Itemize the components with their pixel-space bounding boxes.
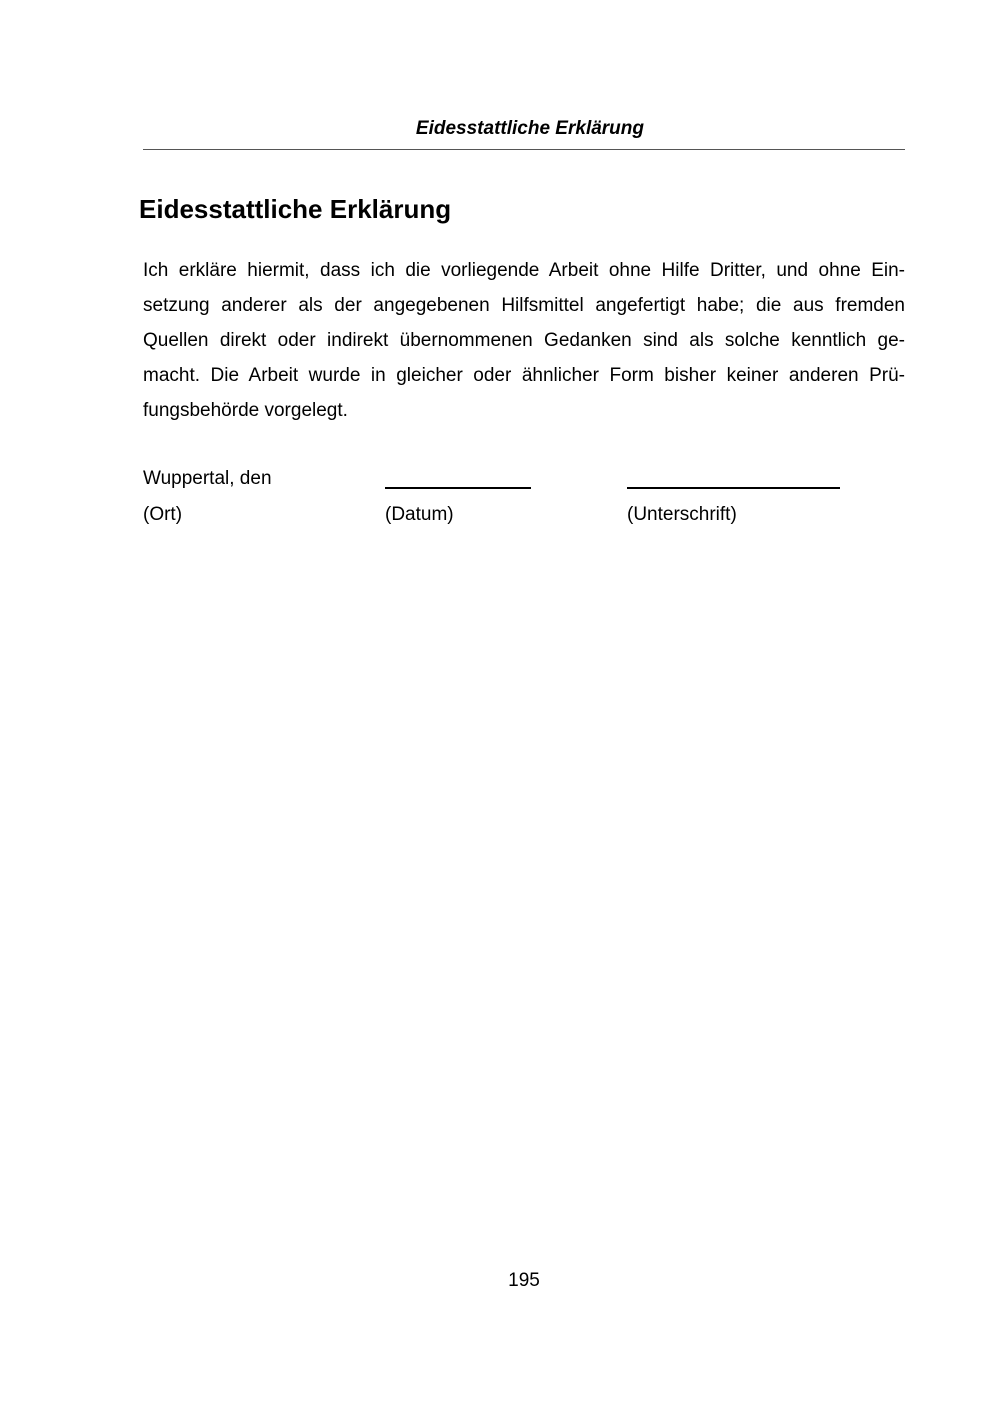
signature-label: (Unterschrift) — [627, 504, 737, 525]
header-rule — [143, 149, 905, 150]
paragraph-line: Ich erkläre hiermit, dass ich die vorliegende Arbeit ohne Hilfe Dritter, und ohne Ein- — [143, 260, 905, 281]
signature-line — [627, 487, 840, 489]
paragraph-line: macht. Die Arbeit wurde in gleicher oder ähnlicher Form bisher keiner anderen Prü- — [143, 365, 905, 386]
paragraph-line: setzung anderer als der angegebenen Hilfsmittel angefertigt habe; die aus fremden — [143, 295, 905, 316]
page-number: 195 — [508, 1270, 540, 1291]
declaration-paragraph — [143, 253, 905, 428]
paragraph-line: Quellen direkt oder indirekt übernommenen Gedanken sind als solche kenntlich ge- — [143, 330, 905, 351]
running-header-title: Eidesstattliche Erklärung — [415, 118, 644, 139]
place-text: Wuppertal, den — [143, 468, 272, 489]
section-title: Eidesstattliche Erklärung — [139, 194, 452, 224]
place-label: (Ort) — [143, 504, 183, 525]
paragraph-line: fungsbehörde vorgelegt. — [143, 400, 348, 421]
date-signature-line — [385, 487, 531, 489]
date-label: (Datum) — [385, 504, 454, 525]
